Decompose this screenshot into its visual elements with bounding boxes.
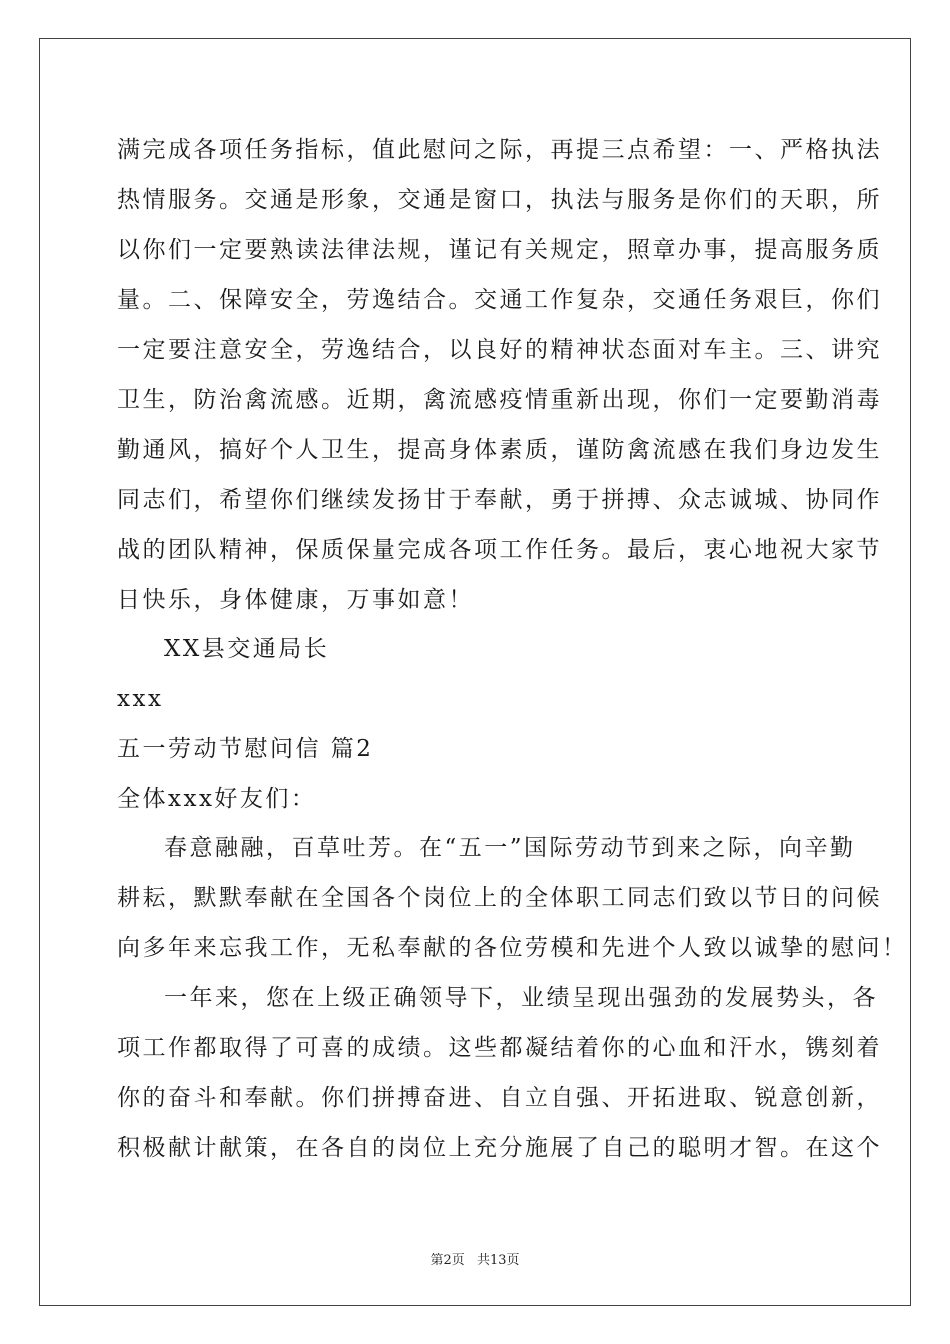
page-number: 第2页: [430, 1253, 465, 1268]
text-line: 勤通风，搞好个人卫生，提高身体素质，谨防禽流感在我们身边发生: [117, 437, 882, 463]
text-line: 同志们，希望你们继续发扬甘于奉献，勇于拼搏、众志诚城、协同作: [117, 487, 882, 513]
signature-title: XX县交通局长: [164, 636, 330, 662]
text-line: 满完成各项任务指标，值此慰问之际，再提三点希望：一、严格执法: [117, 137, 882, 163]
text-line: 耕耘，默默奉献在全国各个岗位上的全体职工同志们致以节日的问候: [117, 885, 882, 911]
text-line: 卫生，防治禽流感。近期，禽流感疫情重新出现，你们一定要勤消毒: [117, 387, 882, 413]
text-line: 你的奋斗和奉献。你们拼搏奋进、自立自强、开拓进取、锐意创新，: [117, 1085, 882, 1111]
text-line: 项工作都取得了可喜的成绩。这些都凝结着你的心血和汗水，镌刻着: [117, 1035, 882, 1061]
signature-name: xxx: [117, 686, 164, 712]
text-line: 以你们一定要熟读法律法规，谨记有关规定，照章办事，提高服务质: [117, 237, 882, 263]
text-line: 热情服务。交通是形象，交通是窗口，执法与服务是你们的天职，所: [117, 187, 882, 213]
text-line: 一定要注意安全，劳逸结合，以良好的精神状态面对车主。三、讲究: [117, 337, 882, 363]
text-line: 战的团队精神，保质保量完成各项工作任务。最后，衷心地祝大家节: [117, 537, 882, 563]
text-line: 向多年来忘我工作，无私奉献的各位劳模和先进个人致以诚挚的慰问！: [117, 935, 908, 961]
page-border: [39, 38, 911, 1306]
salutation: 全体xxx好友们：: [117, 786, 317, 812]
section-heading: 五一劳动节慰问信 篇2: [117, 736, 374, 762]
page-footer: [0, 1249, 950, 1268]
text-line: 春意融融，百草吐芳。在“五一”国际劳动节到来之际，向辛勤: [164, 835, 856, 861]
text-line: 积极献计献策，在各自的岗位上充分施展了自己的聪明才智。在这个: [117, 1135, 882, 1161]
text-line: 量。二、保障安全，劳逸结合。交通工作复杂，交通任务艰巨，你们: [117, 287, 882, 313]
text-line: 一年来，您在上级正确领导下，业绩呈现出强劲的发展势头，各: [164, 985, 878, 1011]
page-total: 共13页: [476, 1253, 520, 1268]
text-line: 日快乐，身体健康，万事如意！: [117, 587, 474, 613]
